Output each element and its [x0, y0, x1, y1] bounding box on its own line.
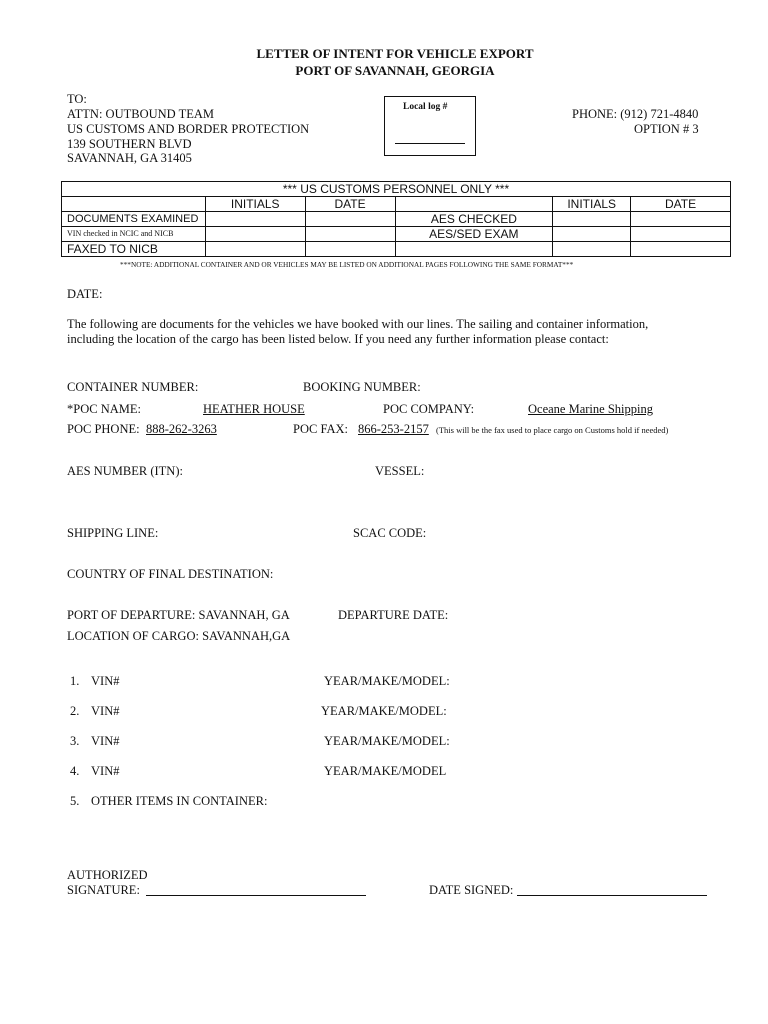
signature-line[interactable]	[146, 895, 366, 896]
vehicle-ymm-label: YEAR/MAKE/MODEL:	[324, 734, 450, 748]
date-cell[interactable]	[631, 227, 731, 242]
vehicle-vin-label: VIN#	[91, 764, 120, 778]
phone-number: PHONE: (912) 721-4840	[572, 107, 699, 121]
poc-name-value: HEATHER HOUSE	[203, 402, 305, 416]
page-title: LETTER OF INTENT FOR VEHICLE EXPORT	[256, 46, 534, 61]
col-initials: INITIALS	[205, 197, 305, 212]
initials-cell[interactable]	[553, 212, 631, 227]
shipping-line-label: SHIPPING LINE:	[67, 526, 159, 540]
date-cell[interactable]	[631, 242, 731, 257]
initials-cell[interactable]	[205, 227, 305, 242]
row-aes-checked: AES CHECKED	[395, 212, 553, 227]
vehicle-num: 4.	[70, 764, 80, 778]
scac-code-label: SCAC CODE:	[353, 526, 427, 540]
vehicle-ymm-label: YEAR/MAKE/MODEL	[324, 764, 447, 778]
intro-line-2: including the location of the cargo has been listed below. If you need any further information please contact:	[67, 332, 609, 346]
city-line: SAVANNAH, GA 31405	[67, 151, 192, 165]
to-label: TO:	[67, 92, 87, 106]
additional-pages-note: ***NOTE: ADDITIONAL CONTAINER AND OR VEHICLES MAY BE LISTED ON ADDITIONAL PAGES FOLLOWING THE SAME FORMAT***	[120, 260, 574, 269]
col-date: DATE	[305, 197, 395, 212]
row-documents-examined: DOCUMENTS EXAMINED	[62, 212, 206, 227]
signature-label: SIGNATURE:	[67, 883, 140, 897]
poc-phone-value: 888-262-3263	[146, 422, 217, 436]
vehicle-vin-label: VIN#	[91, 704, 120, 718]
page-subtitle: PORT OF SAVANNAH, GEORGIA	[295, 63, 495, 78]
poc-company-label: POC COMPANY:	[383, 402, 475, 416]
poc-fax-value: 866-253-2157	[358, 422, 429, 436]
date-cell[interactable]	[631, 212, 731, 227]
other-items-num: 5.	[70, 794, 80, 808]
poc-fax-note: (This will be the fax used to place cargo on Customs hold if needed)	[436, 425, 669, 435]
poc-name-label: *POC NAME:	[67, 402, 141, 416]
port-departure-label: PORT OF DEPARTURE: SAVANNAH, GA	[67, 608, 290, 622]
booking-number-label: BOOKING NUMBER:	[303, 380, 421, 394]
vehicle-vin-label: VIN#	[91, 674, 120, 688]
local-log-box	[384, 96, 476, 156]
row-aes-sed-exam: AES/SED EXAM	[395, 227, 553, 242]
col-initials: INITIALS	[553, 197, 631, 212]
vehicle-vin-label: VIN#	[91, 734, 120, 748]
street-line: 139 SOUTHERN BLVD	[67, 137, 192, 151]
vehicle-ymm-label: YEAR/MAKE/MODEL:	[324, 674, 450, 688]
country-destination-label: COUNTRY OF FINAL DESTINATION:	[67, 567, 274, 581]
vehicle-num: 3.	[70, 734, 80, 748]
other-items-label: OTHER ITEMS IN CONTAINER:	[91, 794, 268, 808]
date-cell[interactable]	[305, 227, 395, 242]
poc-phone-label: POC PHONE:	[67, 422, 140, 436]
agency-line: US CUSTOMS AND BORDER PROTECTION	[67, 122, 310, 136]
customs-heading: *** US CUSTOMS PERSONNEL ONLY ***	[62, 182, 731, 197]
phone-option: OPTION # 3	[634, 122, 699, 136]
initials-cell[interactable]	[553, 242, 631, 257]
date-signed-line[interactable]	[517, 895, 707, 896]
blank-cell	[395, 242, 553, 257]
row-vin-checked: VIN checked in NCIC and NICB	[62, 227, 206, 242]
location-cargo-label: LOCATION OF CARGO: SAVANNAH,GA	[67, 629, 291, 643]
date-label: DATE:	[67, 287, 103, 301]
departure-date-label: DEPARTURE DATE:	[338, 608, 449, 622]
blank-cell	[62, 197, 206, 212]
col-date: DATE	[631, 197, 731, 212]
authorized-label: AUTHORIZED	[67, 868, 148, 882]
row-faxed-nicb: FAXED TO NICB	[62, 242, 206, 257]
local-log-line[interactable]	[395, 143, 465, 144]
vessel-label: VESSEL:	[375, 464, 425, 478]
container-number-label: CONTAINER NUMBER:	[67, 380, 199, 394]
intro-line-1: The following are documents for the vehicles we have booked with our lines. The sailing and container information,	[67, 317, 649, 331]
poc-company-value: Oceane Marine Shipping	[528, 402, 653, 416]
blank-cell	[395, 197, 553, 212]
date-cell[interactable]	[305, 212, 395, 227]
vehicle-num: 2.	[70, 704, 80, 718]
aes-number-label: AES NUMBER (ITN):	[67, 464, 183, 478]
vehicle-ymm-label: YEAR/MAKE/MODEL:	[321, 704, 447, 718]
initials-cell[interactable]	[205, 242, 305, 257]
attn-line: ATTN: OUTBOUND TEAM	[67, 107, 214, 121]
poc-fax-label: POC FAX:	[293, 422, 348, 436]
vehicle-num: 1.	[70, 674, 80, 688]
date-signed-label: DATE SIGNED:	[429, 883, 514, 897]
local-log-label: Local log #	[403, 102, 448, 112]
date-cell[interactable]	[305, 242, 395, 257]
initials-cell[interactable]	[553, 227, 631, 242]
initials-cell[interactable]	[205, 212, 305, 227]
customs-table	[61, 181, 731, 257]
